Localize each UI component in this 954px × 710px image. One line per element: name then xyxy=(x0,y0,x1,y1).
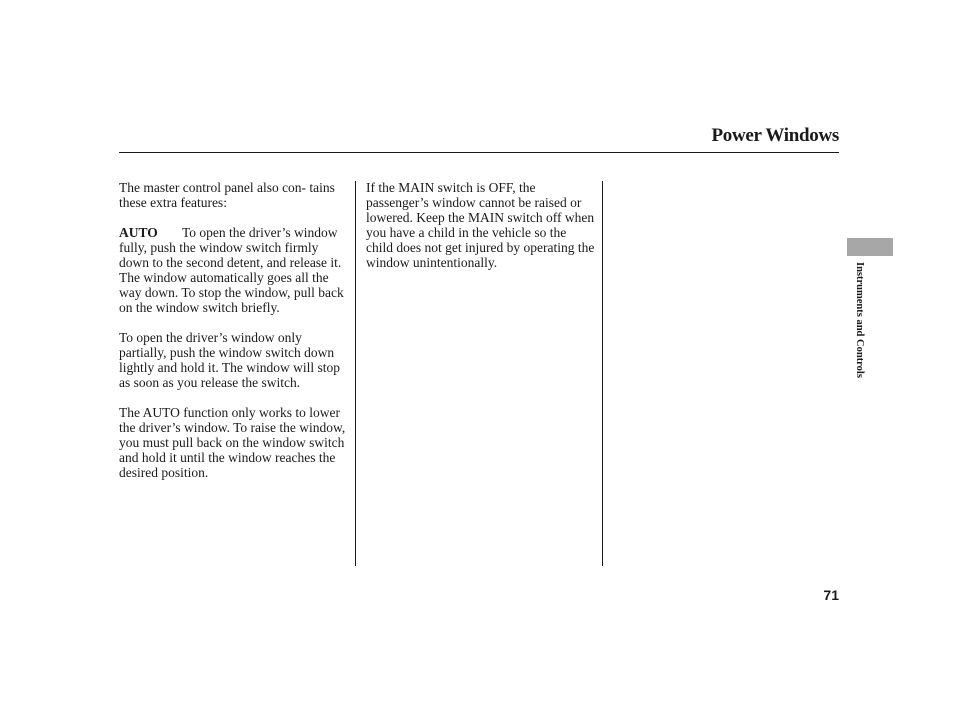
header-rule xyxy=(119,152,839,153)
section-tab xyxy=(847,238,893,256)
partial-open-paragraph: To open the driver’s window only partially, push the window switch down lightly and hold it. The window will stop as soon as you release the switch. xyxy=(119,330,340,390)
auto-description: To open the driver’s window fully, push the window switch firmly down to the second detent, and release it. The window automatically goes all the way down. To stop the window, pull back on the window switch briefly. xyxy=(119,225,344,315)
column-divider-right xyxy=(602,181,603,566)
intro-paragraph: The master control panel also con- tains these extra features: xyxy=(119,180,335,210)
auto-paragraph xyxy=(119,225,347,315)
auto-function-paragraph: The AUTO function only works to lower the driver’s window. To raise the window, you must pull back on the window switch and hold it until the window reaches the desired position. xyxy=(119,405,346,480)
page-title: Power Windows xyxy=(711,125,839,146)
left-column xyxy=(119,180,347,495)
page-number: 71 xyxy=(823,587,839,603)
column-divider-left xyxy=(355,181,356,566)
main-switch-paragraph: If the MAIN switch is OFF, the passenger’s window cannot be raised or lowered. Keep the MAIN switch off when you have a child in the vehicle so the child does not get injured by operating the window unintentionally. xyxy=(366,180,595,270)
section-tab-label-wrapper xyxy=(854,262,866,462)
section-tab-label: Instruments and Controls xyxy=(854,262,865,378)
middle-column xyxy=(366,180,596,285)
auto-label: AUTO xyxy=(119,225,158,240)
